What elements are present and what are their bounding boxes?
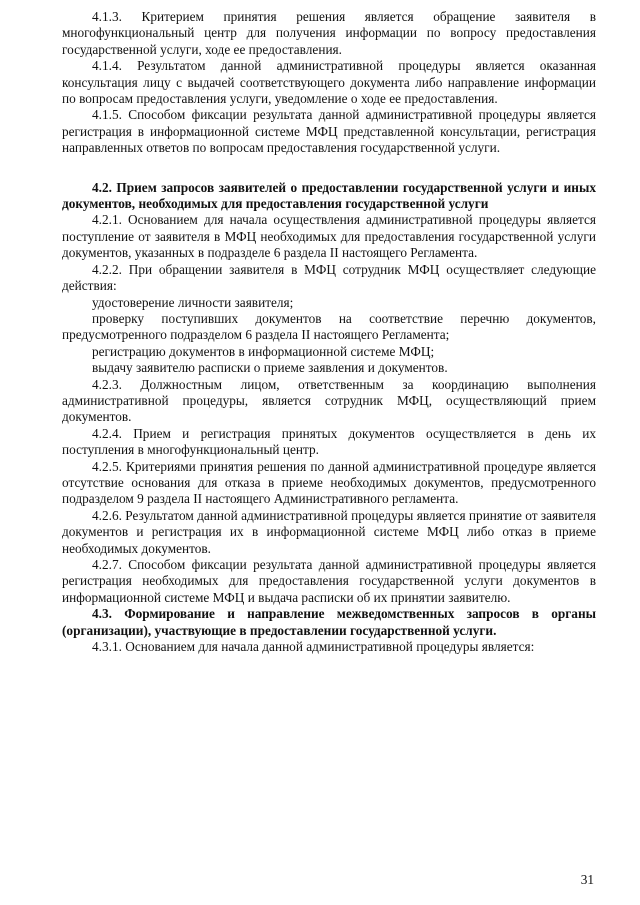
list-item-receipt: выдачу заявителю расписки о приеме заявления и документов. (92, 360, 448, 376)
paragraph-4-2-7: 4.2.7. Способом фиксации результата данной административной процедуры является регистрация необходимых для предоставления государственной услуги документов в информационной системе МФЦ и выдача расписки об их принятии заявителю. (62, 557, 596, 605)
paragraph-4-2-2: 4.2.2. При обращении заявителя в МФЦ сотрудник МФЦ осуществляет следующие действия: (62, 261, 596, 294)
paragraph-4-1-3: 4.1.3. Критерием принятия решения является обращение заявителя в многофункциональный центр для получения информации по вопросу предоставления государственной услуги, ходе ее предоставления. (62, 9, 596, 57)
paragraph-4-3-1: 4.3.1. Основанием для начала данной административной процедуры является: (92, 639, 535, 655)
section-spacer (62, 157, 596, 180)
paragraph-4-2-4: 4.2.4. Прием и регистрация принятых документов осуществляется в день их поступления в многофункциональный центр. (62, 425, 596, 458)
paragraph-4-2-5: 4.2.5. Критериями принятия решения по данной административной процедуре является отсутствие основания для отказа в приеме необходимых документов, предусмотренного подразделом 9 раздела II настоящего Административного регламента. (62, 458, 596, 507)
list-item-document-check: проверку поступивших документов на соответствие перечню документов, предусмотренного подразделом 6 раздела II настоящего Регламента; (62, 310, 596, 343)
section-heading-4-2: 4.2. Прием запросов заявителей о предоставлении государственной услуги и иных документов, необходимых для предоставления государственной услуги (62, 179, 596, 212)
paragraph-4-2-1: 4.2.1. Основанием для начала осуществления административной процедуры является поступление от заявителя в МФЦ необходимых для предоставления государственной услуги документов, указанных в подразделе 6 раздела II настоящего Регламента. (62, 212, 596, 261)
paragraph-4-2-3: 4.2.3. Должностным лицом, ответственным за координацию выполнения административной процедуры, является сотрудник МФЦ, осуществляющий прием документов. (62, 376, 596, 425)
page-number: 31 (580, 872, 594, 887)
list-item-identity: удостоверение личности заявителя; (92, 294, 294, 310)
paragraph-4-2-6: 4.2.6. Результатом данной административной процедуры является принятие от заявителя документов и регистрация их в информационной системе МФЦ либо отказ в приеме необходимых документов. (62, 507, 596, 556)
list-item-registration: регистрацию документов в информационной системе МФЦ; (92, 343, 435, 359)
paragraph-4-1-4: 4.1.4. Результатом данной административной процедуры является оказанная консультация лицу с выдачей соответствующего документа либо направление информации по вопросам предоставления услуги, уведомление о ходе ее предоставления. (62, 58, 596, 107)
section-heading-4-3: 4.3. Формирование и направление межведомственных запросов в органы (организации), участвующие в предоставлении государственной услуги. (62, 606, 596, 638)
paragraph-4-1-5: 4.1.5. Способом фиксации результата данной административной процедуры является регистрация в информационной системе МФЦ представленной консультации, регистрация направленных ответов по вопросам предоставления государственной услуги. (62, 107, 596, 156)
